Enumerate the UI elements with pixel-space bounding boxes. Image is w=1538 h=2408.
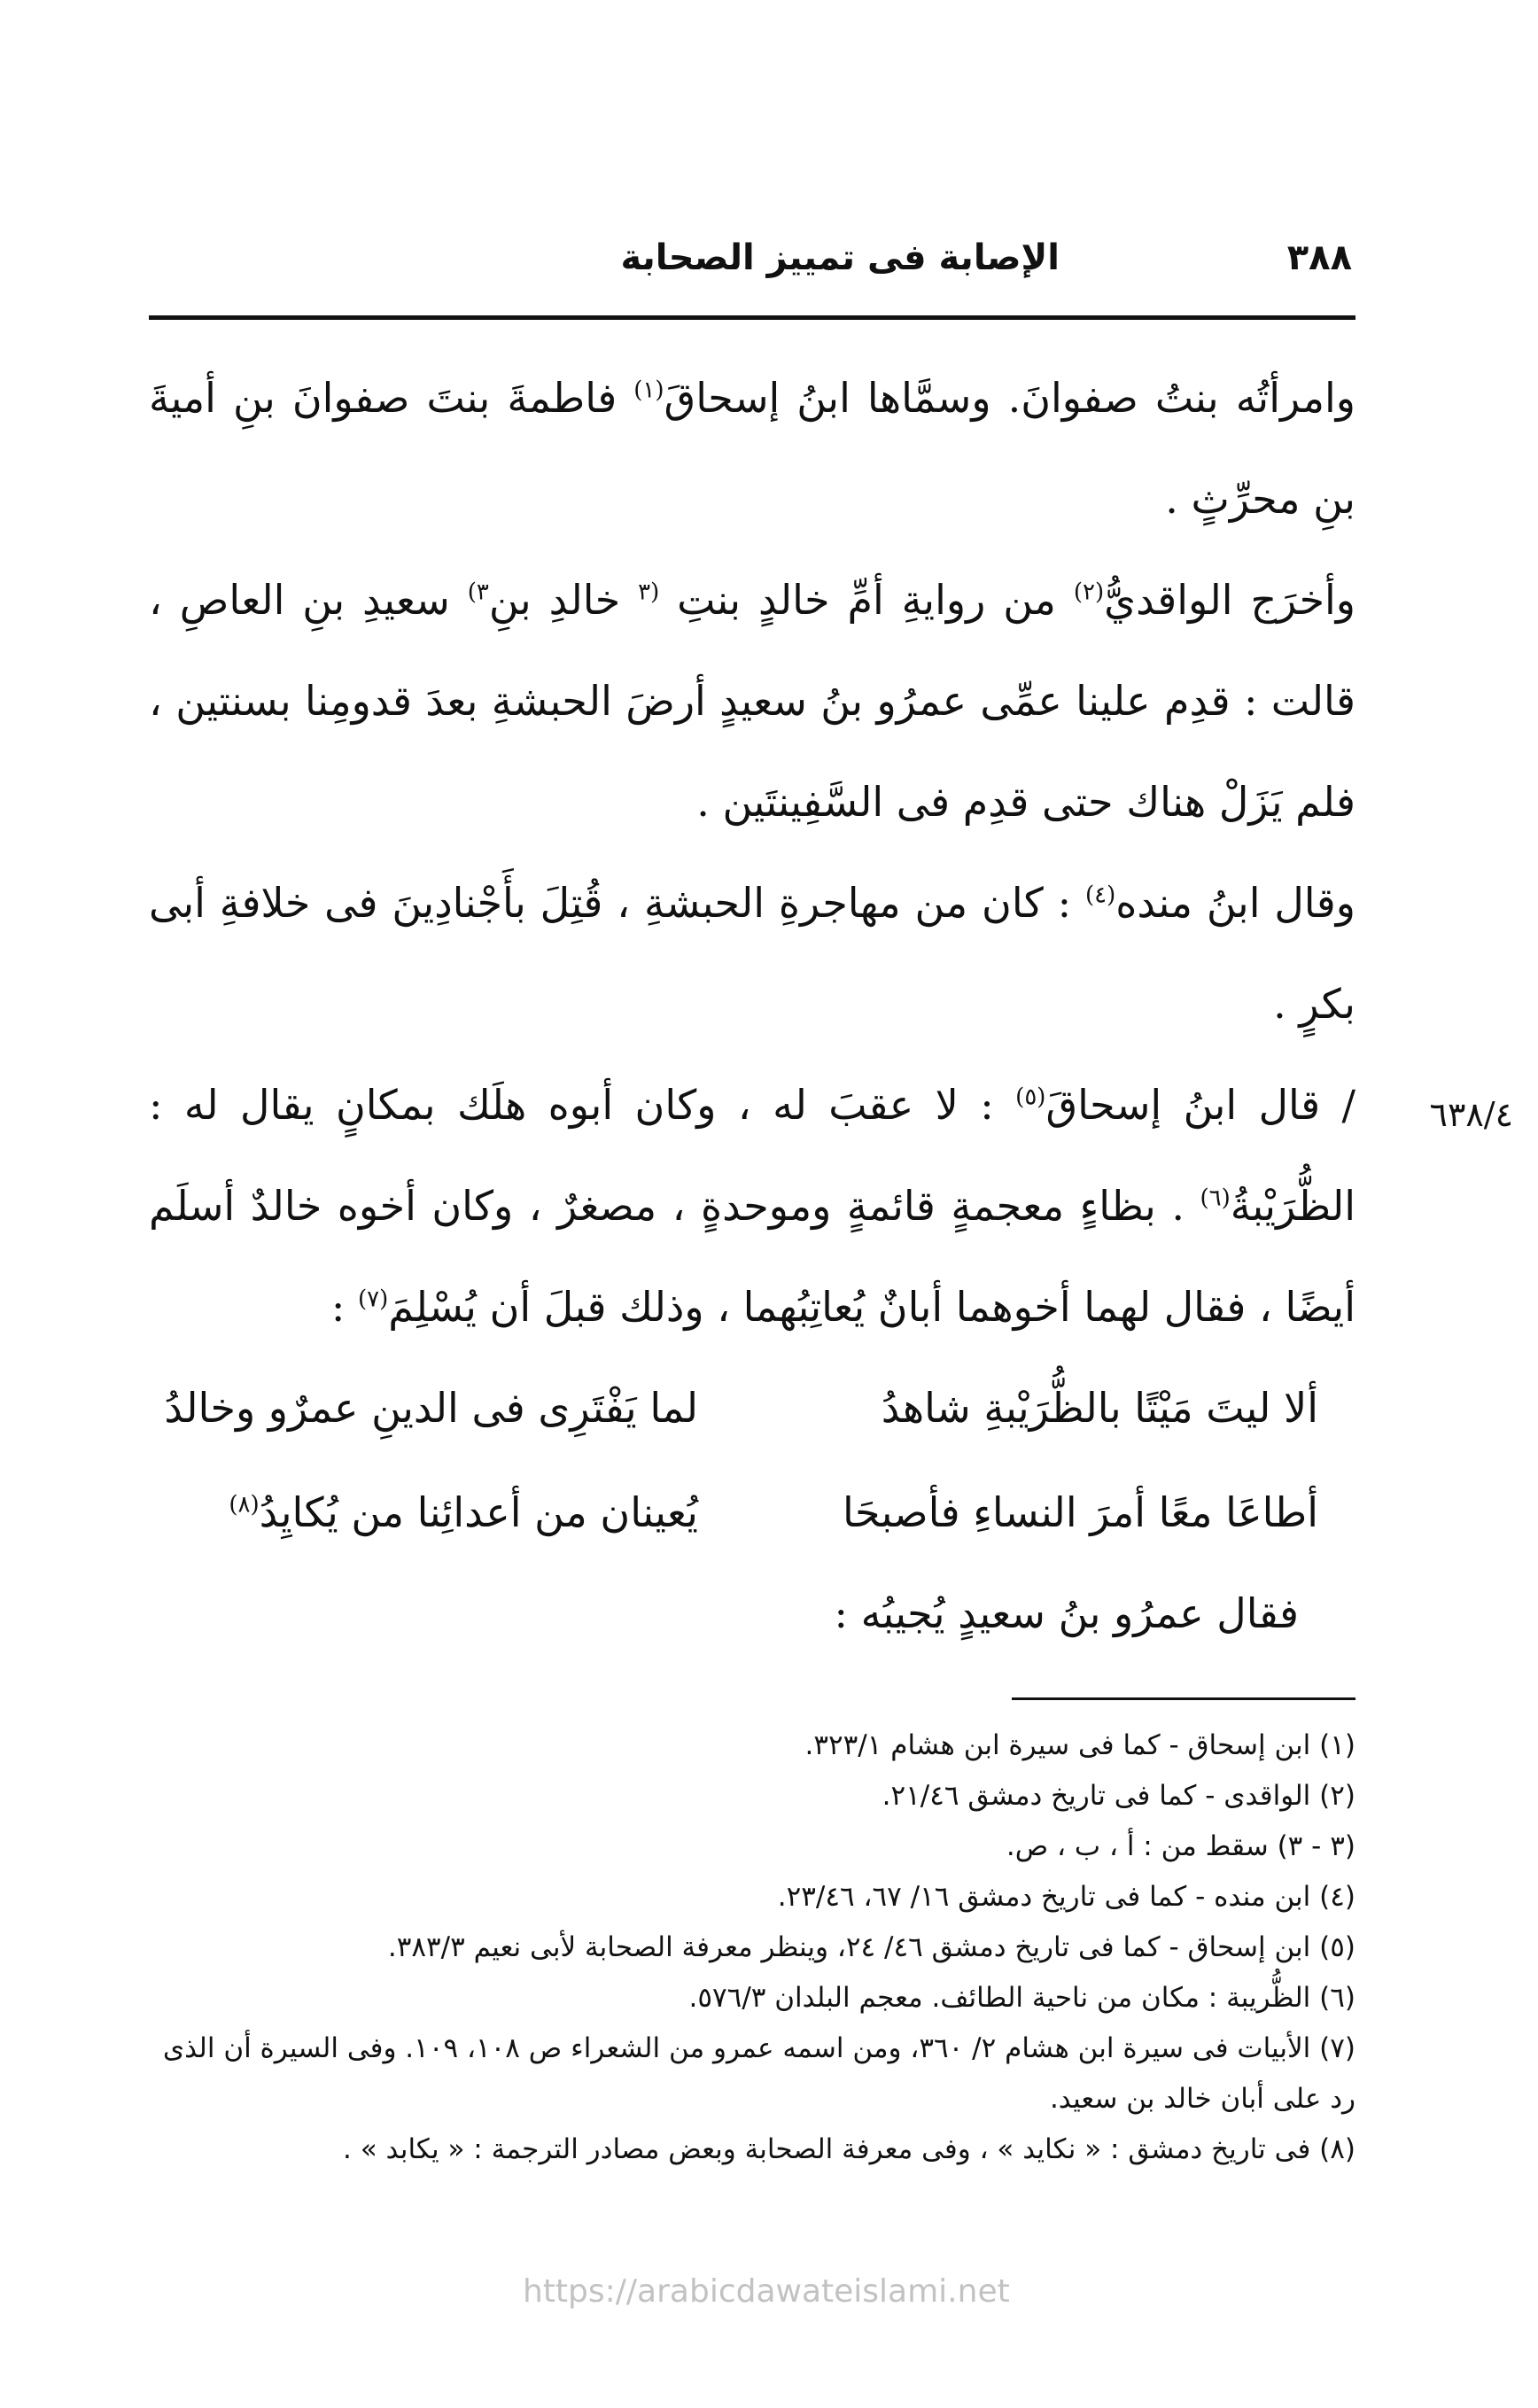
side-reference: ٦٣٨/٤ <box>1429 1095 1513 1134</box>
paragraph-3 <box>149 852 1355 1054</box>
footnote-marker[interactable]: (٢) <box>1073 579 1105 606</box>
running-title: الإصابة فى تمييز الصحابة <box>620 237 1060 278</box>
footnote-8: (٨) فى تاريخ دمشق : « نكايد » ، وفى معرفة الصحابة وبعض مصادر الترجمة : « يكابد » . <box>343 2133 1355 2165</box>
paragraph-text: وامرأتُه بنتُ صفوانَ. وسمَّاها ابنُ إسحاقَ <box>664 374 1355 422</box>
footnote-marker[interactable]: (٧) <box>358 1286 389 1313</box>
paragraph-1 <box>149 347 1355 549</box>
footnote-rule <box>1012 1697 1355 1700</box>
verse-2-first-hemistich: أطاعَا معًا أمرَ النساءِ فأصبحَا <box>842 1488 1318 1536</box>
watermark: https://arabicdawateislami.net <box>523 2273 1010 2310</box>
footnote-6: (٦) الظُّريبة : مكان من ناحية الطائف. معجم البلدان ٥٧٦/٣. <box>688 1982 1355 2014</box>
verse-2-second-text: يُعينان من أعدائِنا من يُكايِدُ <box>259 1488 698 1536</box>
footnote-marker[interactable]: (٤) <box>1084 882 1116 909</box>
footnote-marker[interactable]: (٣ <box>638 579 660 606</box>
footnote-marker[interactable]: (٨) <box>229 1491 260 1519</box>
footnote-marker[interactable]: (٦) <box>1200 1185 1231 1212</box>
poem <box>149 1355 1318 1565</box>
footnote-marker[interactable]: (١) <box>633 377 664 404</box>
poem-closing-line: فقال عمرُو بنُ سعيدٍ يُجيبُه : <box>834 1589 1299 1637</box>
paragraph-text: . بظاءٍ معجمةٍ قائمةٍ وموحدةٍ ، مصغرٌ ، وكان أخوه خالدٌ أسلَم أيضًا ، فقال لهما أخوهما أبانٌ يُعاتِبُهما ، وذلك قبلَ أن يُسْلِمَ <box>149 1182 1355 1331</box>
verse-1-second-hemistich <box>149 1355 698 1460</box>
verse-1-first-hemistich: ألا ليتَ مَيْتًا بالظُّرَيْبةِ شاهدُ <box>881 1384 1318 1432</box>
footnote-3: (٣ - ٣) سقط من : أ ، ب ، ص. <box>1006 1830 1355 1862</box>
footnote-1: (١) ابن إسحاق - كما فى سيرة ابن هشام ٣٢٣/١. <box>804 1729 1355 1761</box>
footnote-7: (٧) الأبيات فى سيرة ابن هشام ٢/ ٣٦٠، ومن اسمه عمرو من الشعراء ص ١٠٨، ١٠٩. وفى السيرة أن الذى رد على أبان خالد بن سعيد. <box>162 2032 1355 2115</box>
paragraph-text: : <box>330 1283 358 1331</box>
paragraph-text: : لا عقبَ له ، وكان أبوه هلَك بمكانٍ يقال له : الظُّرَيْبةُ <box>149 1081 1355 1230</box>
paragraph-text: : كان من مهاجرةِ الحبشةِ ، قُتِلَ بأَجْنادِينَ فى خلافةِ أبى بكرٍ . <box>149 879 1355 1028</box>
page-number: ٣٨٨ <box>1286 237 1352 278</box>
paragraph-2 <box>149 549 1355 852</box>
paragraph-4 <box>149 1054 1355 1357</box>
paragraph-text: / قال ابنُ إسحاقَ <box>1045 1081 1355 1129</box>
paragraph-text: فاطمةَ بنتَ صفوانَ بنِ أميةَ بنِ محرِّثٍ . <box>149 374 1355 523</box>
footnotes <box>149 1721 1355 2175</box>
footnote-marker[interactable]: (٥) <box>1015 1084 1046 1111</box>
footnote-marker[interactable]: ٣) <box>467 579 489 606</box>
paragraph-text: من روايةِ أمِّ خالدٍ بنتِ <box>659 576 1074 624</box>
poem-verse-1 <box>149 1355 1318 1460</box>
verse-2-second-hemistich <box>149 1460 698 1565</box>
poem-verse-2 <box>149 1460 1318 1565</box>
footnote-4: (٤) ابن منده - كما فى تاريخ دمشق ١٦/ ٦٧، ٢٣/٤٦. <box>777 1881 1355 1913</box>
page-header <box>149 237 1352 299</box>
header-rule <box>149 315 1355 320</box>
footnote-2: (٢) الواقدى - كما فى تاريخ دمشق ٢١/٤٦. <box>882 1780 1355 1812</box>
paragraph-text: وقال ابنُ منده <box>1115 879 1355 927</box>
main-text <box>149 347 1355 1357</box>
paragraph-text: وأخرَج الواقديُّ <box>1104 576 1355 624</box>
footnote-5: (٥) ابن إسحاق - كما فى تاريخ دمشق ٤٦/ ٢٤، وينظر معرفة الصحابة لأبى نعيم ٣٨٣/٣. <box>387 1931 1355 1963</box>
paragraph-text: خالدِ بنِ <box>488 576 639 624</box>
verse-1-second-text: لما يَفْتَرِى فى الدينِ عمرٌو وخالدُ <box>164 1384 698 1432</box>
paragraph-text: سعيدِ بنِ العاصِ ، قالت : قدِم علينا عمِّى عمرُو بنُ سعيدٍ أرضَ الحبشةِ بعدَ قدومِنا بسنتين ، فلم يَزَلْ هناك حتى قدِم فى السَّفِينتَين . <box>149 576 1355 826</box>
